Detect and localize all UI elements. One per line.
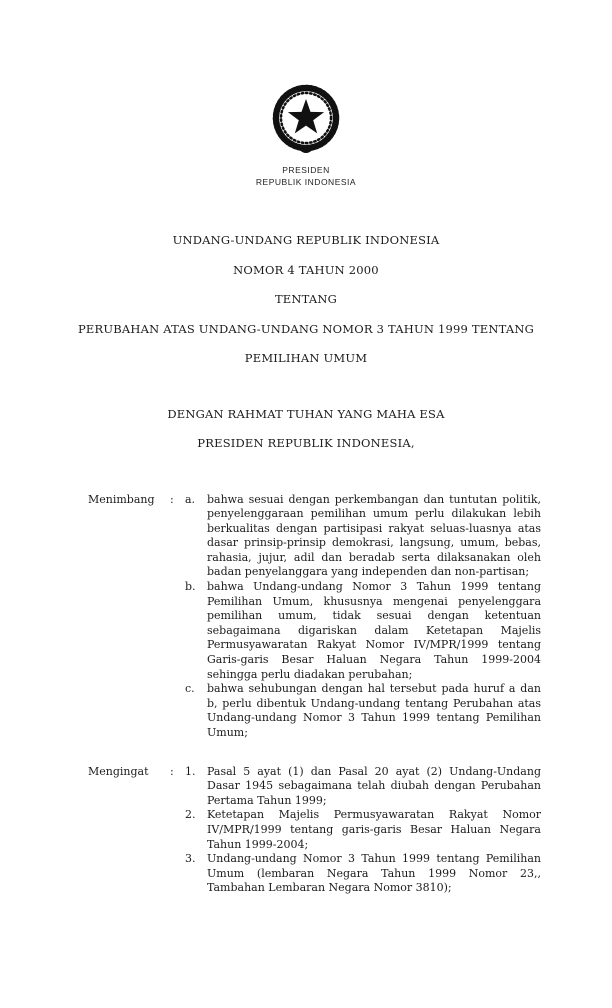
consideration-item-a — [185, 493, 541, 581]
org-name-line2: REPUBLIK INDONESIA — [255, 176, 357, 187]
item-text: Ketetapan Majelis Permusyawaratan Rakyat Nomor IV/MPR/1999 tentang garis-garis Besar Haluan Negara Tahun 1999-2004; — [207, 808, 541, 851]
recital-item-1 — [185, 765, 541, 809]
item-marker: 1. — [185, 764, 196, 778]
title-line-1: UNDANG-UNDANG REPUBLIK INDONESIA — [172, 233, 440, 247]
recitals-section — [88, 765, 541, 896]
item-marker: b. — [185, 580, 196, 594]
document-letterhead — [0, 0, 612, 188]
consideration-item-b — [185, 580, 541, 682]
item-text: Pasal 5 ayat (1) dan Pasal 20 ayat (2) Undang-Undang Dasar 1945 sebagaimana telah diubah dengan Perubahan Pertama Tahun 1999; — [207, 764, 541, 807]
item-marker: c. — [185, 682, 195, 696]
item-marker: 2. — [185, 808, 196, 822]
consideration-item-c — [185, 682, 541, 740]
item-marker: a. — [185, 492, 196, 506]
considerations-label: Menimbang — [88, 492, 155, 506]
considerations-section — [88, 493, 541, 741]
recitals-label: Mengingat — [88, 764, 149, 778]
item-text: bahwa Undang-undang Nomor 3 Tahun 1999 tentang Pemilihan Umum, khususnya mengenai penyelenggara pemilihan umum, tidak sesuai dengan ketentuan sebagaimana digariskan dalam Ketetapan Majelis Permusyawaratan Rakyat Nomor IV/MPR/1999 tentang Garis-garis Besar Haluan Negara Tahun 1999-2004 sehingga perlu diadakan perubahan; — [207, 580, 541, 681]
item-text: bahwa sesuai dengan perkembangan dan tuntutan politik, penyelenggaraan pemilihan umum perlu dilakukan lebih berkualitas dengan partisipasi rakyat seluas-luasnya atas dasar prinsip-prinsip demokrasi, langsung, umum, bebas, rahasia, jujur, adil dan beradab serta dilaksanakan oleh badan penyelanggara yang independen dan non-partisan; — [207, 492, 541, 579]
title-line-2: NOMOR 4 TAHUN 2000 — [233, 262, 379, 277]
item-text: bahwa sehubungan dengan hal tersebut pada huruf a dan b, perlu dibentuk Undang-undang tentang Perubahan atas Undang-undang Nomor 3 Tahun 1999 tentang Pemilihan Umum; — [207, 682, 541, 739]
invocation-line: DENGAN RAHMAT TUHAN YANG MAHA ESA — [167, 406, 445, 421]
org-name-line1: PRESIDEN — [282, 165, 330, 175]
considerations-colon: : — [170, 492, 174, 506]
presidential-star-wreath-seal-icon — [0, 82, 612, 158]
title-line-3: TENTANG — [274, 292, 338, 306]
item-marker: 3. — [185, 852, 196, 866]
document-title — [0, 226, 612, 374]
title-line-4: PERUBAHAN ATAS UNDANG-UNDANG NOMOR 3 TAHUN 1999 TENTANG — [77, 321, 535, 336]
authority-line: PRESIDEN REPUBLIK INDONESIA, — [197, 436, 415, 450]
recital-item-3 — [185, 852, 541, 896]
title-line-5: PEMILIHAN UMUM — [244, 351, 368, 365]
item-text: Undang-undang Nomor 3 Tahun 1999 tentang Pemilihan Umum (lembaran Negara Tahun 1999 Nomor 23,, Tambahan Lembaran Negara Nomor 3810); — [207, 852, 541, 895]
recitals-colon: : — [170, 764, 174, 778]
recital-item-2 — [185, 808, 541, 852]
preamble — [0, 400, 612, 459]
document-body — [0, 493, 612, 896]
